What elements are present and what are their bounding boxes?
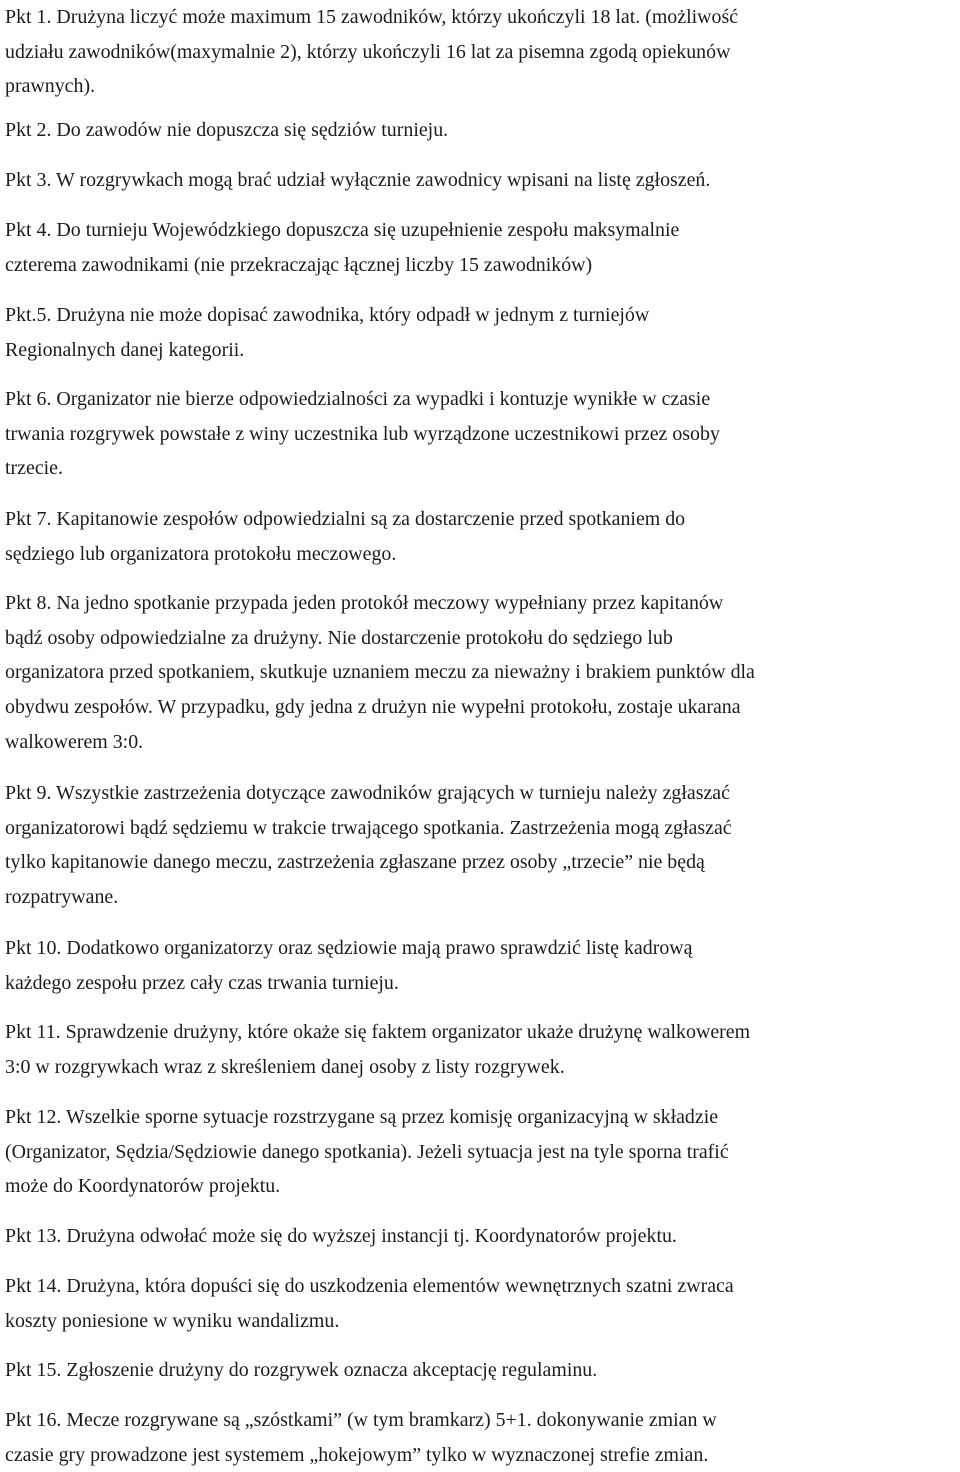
text-line: rozpatrywane. — [5, 886, 119, 909]
paragraph-pkt-3 — [5, 163, 960, 198]
text-line: każdego zespołu przez cały czas trwania turnieju. — [5, 971, 399, 994]
text-line: (Organizator, Sędzia/Sędziowie danego spotkania). Jeżeli sytuacja jest na tyle sporna trafić — [5, 1140, 729, 1163]
text-line: organizatorowi bądź sędziemu w trakcie trwającego spotkania. Zastrzeżenia mogą zgłaszać — [5, 816, 732, 839]
paragraph-pkt-16 — [5, 1403, 960, 1472]
text-line: Pkt 13. Drużyna odwołać może się do wyższej instancji tj. Koordynatorów projektu. — [5, 1225, 677, 1247]
paragraph-pkt-11 — [5, 1015, 960, 1084]
paragraph-pkt-5 — [5, 298, 960, 367]
text-line: Pkt 9. Wszystkie zastrzeżenia dotyczące zawodników grających w turnieju należy zgłaszać — [5, 782, 730, 804]
text-line: trwania rozgrywek powstałe z winy uczestnika lub wyrządzone uczestnikowi przez osoby — [5, 422, 720, 445]
text-line: czasie gry prowadzone jest systemem „hokejowym” tylko w wyznaczonej strefie zmian. — [5, 1443, 709, 1466]
text-line: tylko kapitanowie danego meczu, zastrzeżenia zgłaszane przez osoby „trzecie” nie będą — [5, 851, 705, 874]
text-line: Pkt 7. Kapitanowie zespołów odpowiedzialni są za dostarczenie przed spotkaniem do — [5, 508, 686, 530]
text-line: Pkt 4. Do turnieju Wojewódzkiego dopuszcza się uzupełnienie zespołu maksymalnie — [5, 219, 680, 241]
text-line: Pkt 15. Zgłoszenie drużyny do rozgrywek oznacza akceptację regulaminu. — [5, 1359, 598, 1381]
paragraph-pkt-9 — [5, 776, 960, 915]
paragraph-pkt-1 — [5, 0, 960, 104]
paragraph-pkt-14 — [5, 1269, 960, 1338]
paragraph-pkt-15 — [5, 1353, 960, 1388]
text-line: koszty poniesione w wyniku wandalizmu. — [5, 1309, 340, 1332]
text-line: sędziego lub organizatora protokołu meczowego. — [5, 542, 397, 565]
text-line: Pkt 6. Organizator nie bierze odpowiedzialności za wypadki i kontuzje wynikłe w czasie — [5, 388, 711, 410]
paragraph-pkt-12 — [5, 1100, 960, 1204]
paragraph-pkt-8 — [5, 586, 960, 760]
text-line: Pkt.5. Drużyna nie może dopisać zawodnika, który odpadł w jednym z turniejów — [5, 304, 650, 326]
text-line: czterema zawodnikami (nie przekraczając łącznej liczby 15 zawodników) — [5, 253, 593, 276]
text-line: może do Koordynatorów projektu. — [5, 1175, 281, 1198]
text-line: Regionalnych danej kategorii. — [5, 338, 245, 361]
text-line: Pkt 14. Drużyna, która dopuści się do uszkodzenia elementów wewnętrznych szatni zwraca — [5, 1275, 734, 1297]
paragraph-pkt-4 — [5, 213, 960, 282]
text-line: udziału zawodników(maxymalnie 2), którzy ukończyli 16 lat za pisemna zgodą opiekunów — [5, 40, 731, 63]
text-line: Pkt 10. Dodatkowo organizatorzy oraz sędziowie mają prawo sprawdzić listę kadrową — [5, 937, 693, 959]
text-line: bądź osoby odpowiedzialne za drużyny. Nie dostarczenie protokołu do sędziego lub — [5, 626, 673, 649]
text-line: Pkt 8. Na jedno spotkanie przypada jeden protokół meczowy wypełniany przez kapitanów — [5, 592, 724, 614]
text-line: Pkt 12. Wszelkie sporne sytuacje rozstrzygane są przez komisję organizacyjną w składzie — [5, 1106, 719, 1128]
text-line: walkowerem 3:0. — [5, 730, 144, 753]
text-line: Pkt 16. Mecze rozgrywane są „szóstkami” (w tym bramkarz) 5+1. dokonywanie zmian w — [5, 1409, 717, 1431]
text-line: Pkt 3. W rozgrywkach mogą brać udział wyłącznie zawodnicy wpisani na listę zgłoszeń. — [5, 169, 711, 191]
text-line: obydwu zespołów. W przypadku, gdy jedna z drużyn nie wypełni protokołu, zostaje ukarana — [5, 696, 741, 719]
text-line: Pkt 1. Drużyna liczyć może maximum 15 zawodników, którzy ukończyli 18 lat. (możliwość — [5, 6, 739, 28]
text-line: Pkt 11. Sprawdzenie drużyny, które okaże się faktem organizator ukaże drużynę walkowerem — [5, 1021, 751, 1043]
paragraph-pkt-10 — [5, 931, 960, 1000]
paragraph-pkt-6 — [5, 382, 960, 486]
text-line: Pkt 2. Do zawodów nie dopuszcza się sędziów turnieju. — [5, 119, 449, 141]
text-line: organizatora przed spotkaniem, skutkuje uznaniem meczu za nieważny i brakiem punktów dla — [5, 661, 755, 684]
text-line: trzecie. — [5, 457, 63, 480]
paragraph-pkt-7 — [5, 502, 960, 571]
paragraph-pkt-13 — [5, 1219, 960, 1254]
text-line: 3:0 w rozgrywkach wraz z skreśleniem danej osoby z listy rozgrywek. — [5, 1055, 565, 1078]
paragraph-pkt-2 — [5, 113, 960, 148]
text-line: prawnych). — [5, 75, 96, 98]
